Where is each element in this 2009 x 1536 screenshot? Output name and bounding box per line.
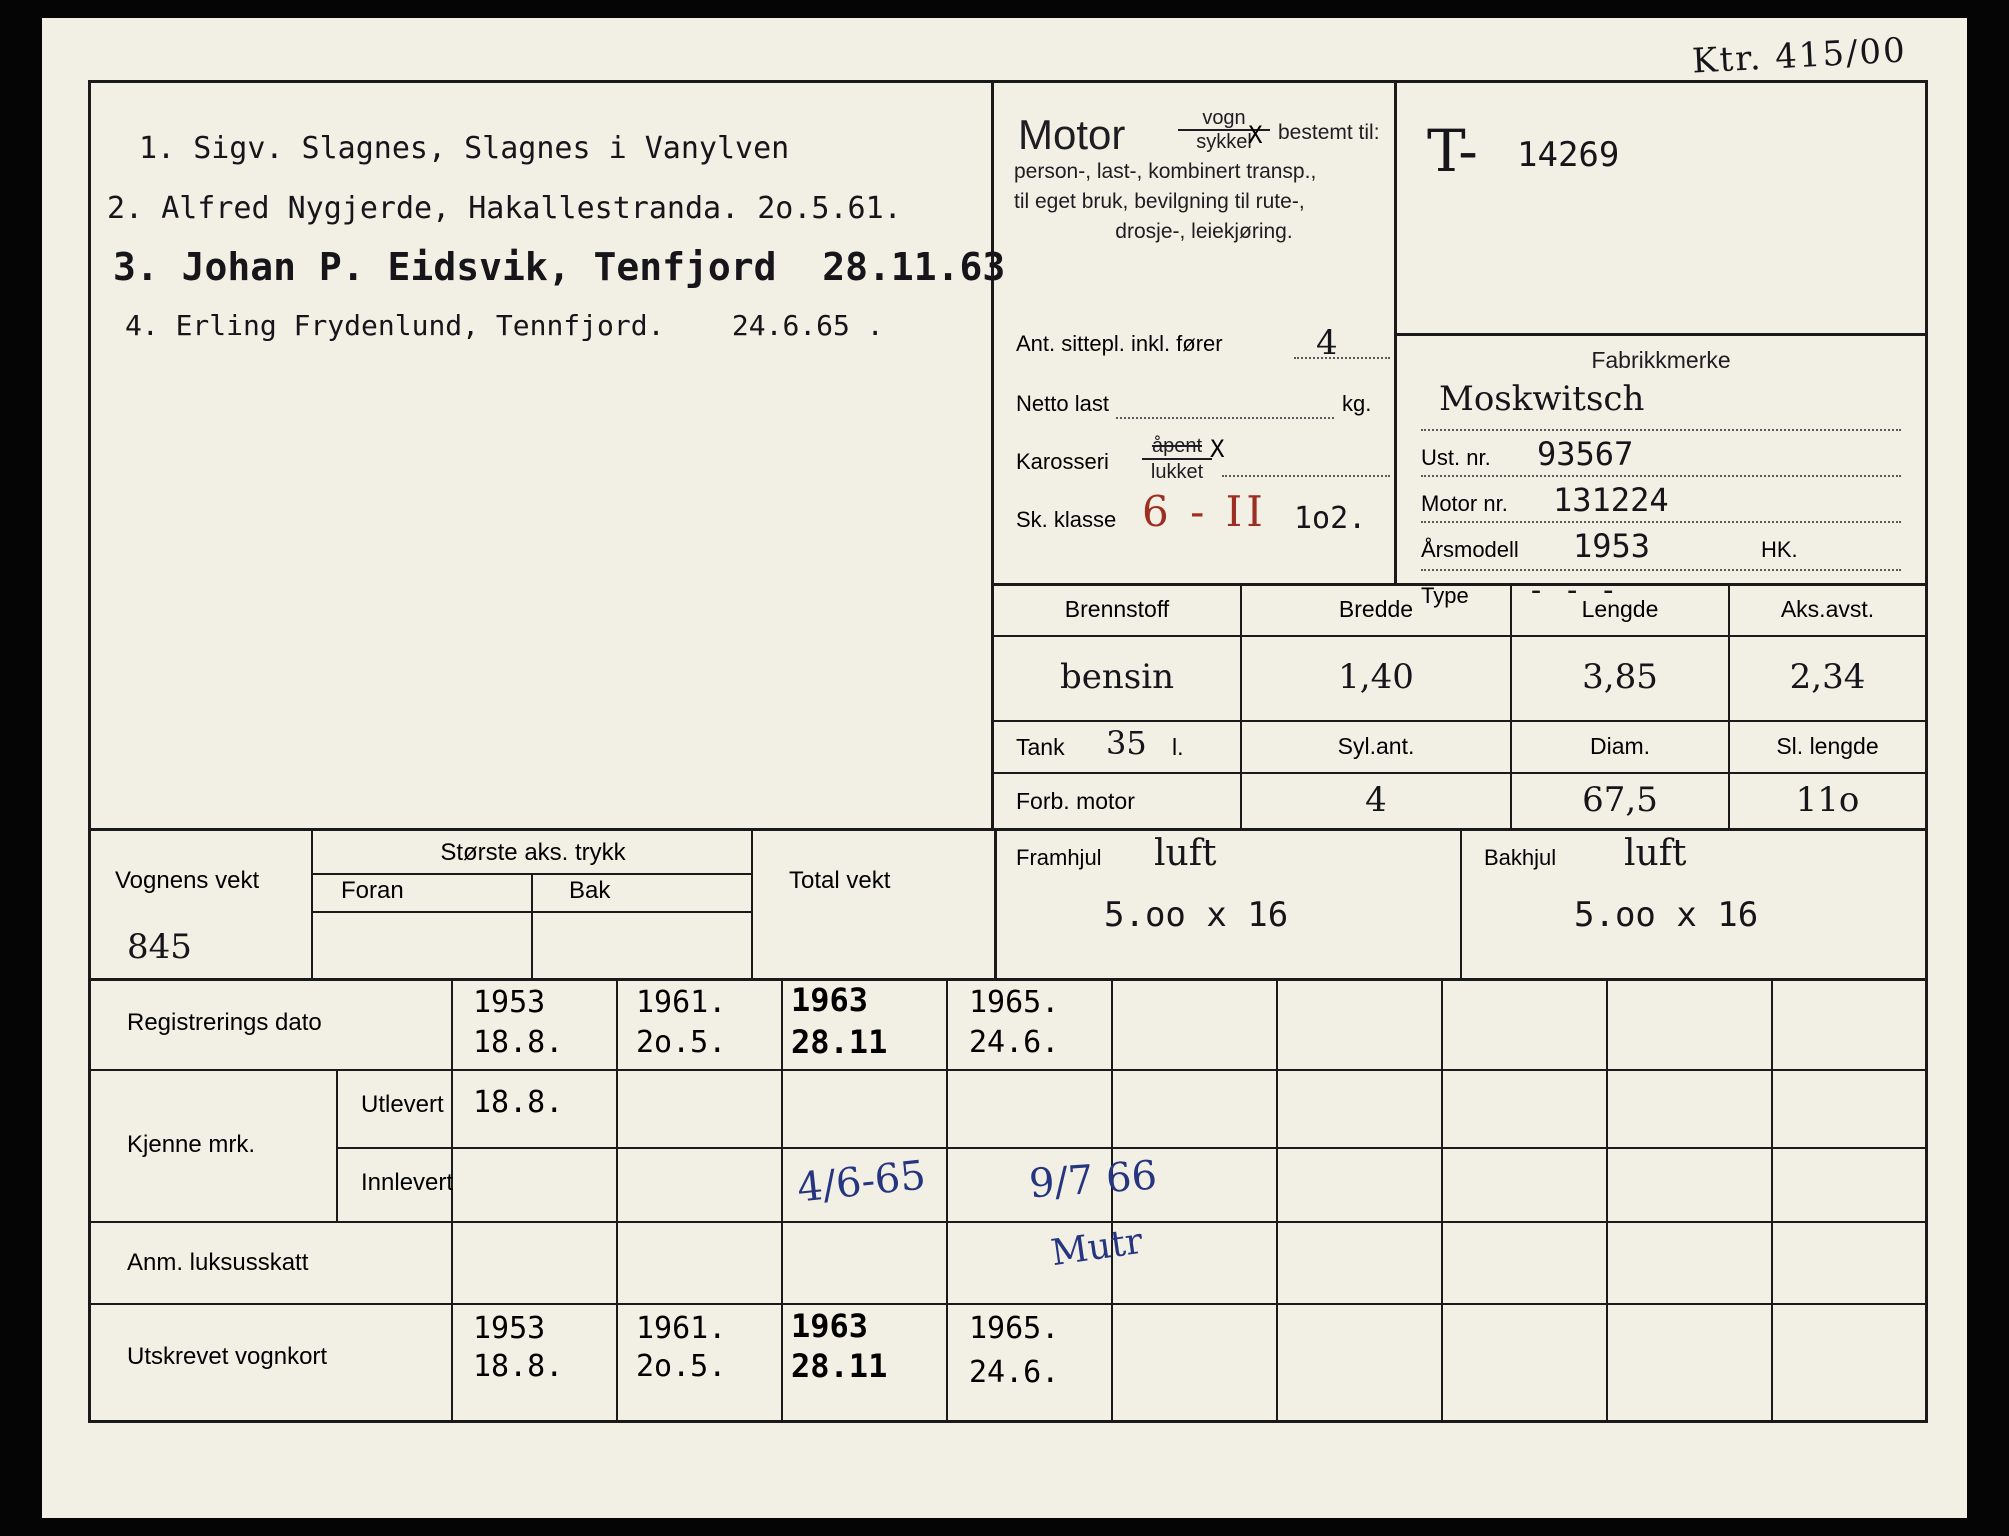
bredde-value: 1,40 — [1242, 635, 1512, 720]
utlevert-label: Utlevert — [361, 1091, 444, 1118]
karosseri-x-mark: X — [1210, 435, 1225, 463]
row-registrerings-dato — [91, 981, 1925, 1071]
reg-date-3-top: 1963 — [791, 981, 869, 1019]
motor-title: Motor — [1018, 111, 1126, 158]
karosseri-open-option: åpent — [1142, 435, 1212, 460]
motor-type-sykkel: sykkel — [1196, 131, 1252, 153]
spec-grid — [994, 583, 1925, 828]
aks-trykk-header — [313, 831, 753, 875]
framhjul-label: Framhjul — [1016, 845, 1102, 870]
sylant-header: Syl.ant. — [1242, 720, 1512, 772]
vognkort-2-bottom: 2o.5. — [636, 1349, 727, 1384]
type-value: - - - — [1527, 573, 1618, 608]
motor-nr-value: 131224 — [1553, 481, 1669, 519]
make-dotline — [1421, 429, 1901, 431]
hk-label: HK. — [1761, 537, 1798, 562]
owner-2-num: 2. — [107, 191, 144, 226]
reg-date-3-bottom: 28.11 — [791, 1023, 888, 1061]
history-table — [91, 978, 1925, 1420]
framhjul-size: 5.oo x 16 — [1104, 895, 1289, 935]
fabrikkmerke-label: Fabrikkmerke — [1591, 347, 1731, 373]
sk-klasse-label: Sk. klasse — [1016, 507, 1117, 532]
ust-nr-label: Ust. nr. — [1421, 445, 1491, 470]
netto-last-dotline — [1116, 417, 1334, 419]
reg-date-2-top: 1961. — [636, 985, 727, 1020]
owner-4-num: 4. — [125, 309, 159, 342]
ust-nr-dotline — [1421, 475, 1901, 477]
registrerings-dato-label: Registrerings dato — [127, 1009, 322, 1036]
sk-klasse-extra: 1o2. — [1294, 501, 1367, 536]
tank-cell — [994, 720, 1242, 772]
lengde-header: Lengde — [1512, 583, 1730, 635]
owner-1-text: Sigv. Slagnes, Slagnes i Vanylven — [193, 131, 790, 166]
arsmodell-label: Årsmodell — [1421, 537, 1519, 562]
owner-3-text: Johan P. Eidsvik, Tenfjord 28.11.63 — [181, 245, 1006, 289]
foran-header — [313, 875, 533, 913]
forb-motor-cell — [994, 772, 1242, 828]
lengde-value: 3,85 — [1512, 635, 1730, 720]
spec-header-row-2 — [994, 720, 1925, 774]
total-vekt-label: Total vekt — [789, 867, 891, 894]
karosseri-dotline — [1222, 475, 1390, 477]
bakhjul-size: 5.oo x 16 — [1574, 895, 1759, 935]
plate-number: 14269 — [1517, 135, 1620, 175]
sylant-value: 4 — [1242, 772, 1512, 828]
tank-label: Tank — [1016, 734, 1065, 760]
innlevert-4: 9/7 66 — [1027, 1152, 1159, 1208]
top-note: Ktr. 415/00 — [1691, 30, 1908, 82]
sk-klasse-value: 6 - II — [1142, 487, 1267, 536]
reg-date-4-bottom: 24.6. — [969, 1025, 1060, 1060]
row-anm-luksusskatt — [91, 1220, 1925, 1305]
owner-line-1 — [139, 131, 789, 166]
owner-2-text: Alfred Nygjerde, Hakallestranda. 2o.5.61. — [161, 191, 902, 226]
spec-header-row-1 — [994, 583, 1925, 637]
ust-nr-value: 93567 — [1537, 435, 1634, 473]
foran-label: Foran — [341, 877, 404, 904]
seats-label: Ant. sittepl. inkl. fører — [1016, 331, 1223, 356]
weights-section — [91, 828, 997, 981]
kjenne-mrk-label: Kjenne mrk. — [127, 1131, 256, 1158]
type-label: Type — [1421, 583, 1469, 608]
foran-value-cell — [313, 913, 533, 981]
utskrevet-vognkort-label: Utskrevet vognkort — [127, 1343, 328, 1370]
make-value: Moskwitsch — [1439, 379, 1645, 419]
motor-nr-dotline — [1421, 521, 1901, 523]
karosseri-label: Karosseri — [1016, 449, 1109, 474]
bak-label: Bak — [569, 877, 611, 904]
utlevert-1: 18.8. — [473, 1085, 564, 1120]
vognkort-4-top: 1965. — [969, 1311, 1060, 1346]
total-vekt-cell — [753, 831, 994, 981]
forb-motor-label: Forb. motor — [1016, 788, 1135, 814]
row-kjenne-mrk — [91, 1071, 1925, 1223]
owner-line-2 — [107, 191, 902, 226]
innlevert-label: Innlevert — [361, 1169, 454, 1196]
diam-value: 67,5 — [1512, 772, 1730, 828]
purpose-line-2: til eget bruk, bevilgning til rute-, — [1014, 190, 1305, 213]
motor-purpose-text — [1014, 157, 1394, 247]
sllengde-header: Sl. lengde — [1776, 733, 1879, 759]
bak-header — [533, 875, 753, 913]
anm-luksusskatt-mark-4: Mutr — [1048, 1220, 1146, 1275]
vognens-vekt-cell — [91, 831, 313, 981]
purpose-line-3: drosje-, leiekjøring. — [1115, 220, 1293, 243]
innlevert-3: 4/6-65 — [794, 1152, 928, 1212]
vognens-vekt-value: 845 — [127, 927, 192, 967]
seats-dotline — [1294, 357, 1390, 359]
motor-section — [994, 83, 1397, 586]
bakhjul-label: Bakhjul — [1484, 845, 1557, 870]
netto-last-label: Netto last — [1016, 391, 1109, 416]
owner-3-num: 3. — [113, 245, 159, 289]
vognkort-3-bottom: 28.11 — [791, 1347, 888, 1385]
aksavst-header: Aks.avst. — [1780, 596, 1875, 622]
bakhjul-type: luft — [1624, 833, 1687, 874]
reg-date-1-bottom: 18.8. — [473, 1025, 564, 1060]
tank-value: 35 — [1106, 724, 1147, 762]
brennstoff-value: bensin — [994, 635, 1242, 720]
aks-trykk-label: Største aks. trykk — [440, 839, 626, 866]
sllengde-value: 11o — [1795, 780, 1860, 820]
plate-section — [1397, 83, 1925, 336]
karosseri-closed-option: lukket — [1150, 461, 1204, 483]
spec-value-row-1 — [994, 635, 1925, 722]
netto-last-unit: kg. — [1342, 391, 1372, 416]
motor-type-vogn: vogn — [1178, 107, 1270, 131]
purpose-line-1: person-, last-, kombinert transp., — [1014, 160, 1317, 183]
reg-date-1-top: 1953 — [473, 985, 546, 1020]
reg-date-4-top: 1965. — [969, 985, 1060, 1020]
anm-luksusskatt-label: Anm. luksusskatt — [127, 1249, 309, 1276]
seats-value: 4 — [1316, 323, 1338, 363]
vognkort-3-top: 1963 — [791, 1307, 869, 1345]
card-frame — [88, 80, 1928, 1423]
owner-line-4 — [125, 309, 884, 342]
bredde-header: Bredde — [1242, 583, 1512, 635]
owner-line-3 — [113, 245, 1005, 289]
owner-4-text: Erling Frydenlund, Tennfjord. 24.6.65 . — [175, 309, 884, 342]
reg-date-2-bottom: 2o.5. — [636, 1025, 727, 1060]
vognens-vekt-label: Vognens vekt — [115, 867, 260, 894]
registration-card — [42, 18, 1967, 1518]
vognkort-4-bottom: 24.6. — [969, 1355, 1060, 1390]
motor-nr-label: Motor nr. — [1421, 491, 1508, 516]
bak-value-cell — [533, 913, 753, 981]
motor-bestemt-label: bestemt til: — [1278, 121, 1380, 144]
plate-prefix: T- — [1427, 117, 1478, 185]
type-dotline — [1421, 569, 1901, 571]
tank-unit: l. — [1172, 734, 1184, 760]
motor-type-x-mark: X — [1248, 121, 1263, 149]
row-utskrevet-vognkort — [91, 1305, 1925, 1420]
vognkort-1-bottom: 18.8. — [473, 1349, 564, 1384]
arsmodell-value: 1953 — [1573, 527, 1651, 565]
spec-value-row-3 — [994, 772, 1925, 828]
vognkort-1-top: 1953 — [473, 1311, 546, 1346]
owners-section — [91, 83, 1006, 828]
vognkort-2-top: 1961. — [636, 1311, 727, 1346]
brennstoff-header: Brennstoff — [994, 583, 1242, 635]
owner-1-num: 1. — [139, 131, 176, 166]
framhjul-type: luft — [1154, 833, 1217, 874]
diam-header: Diam. — [1512, 720, 1730, 772]
aksavst-value: 2,34 — [1789, 657, 1866, 697]
wheels-section — [994, 828, 1925, 981]
factory-section — [1397, 333, 1925, 608]
